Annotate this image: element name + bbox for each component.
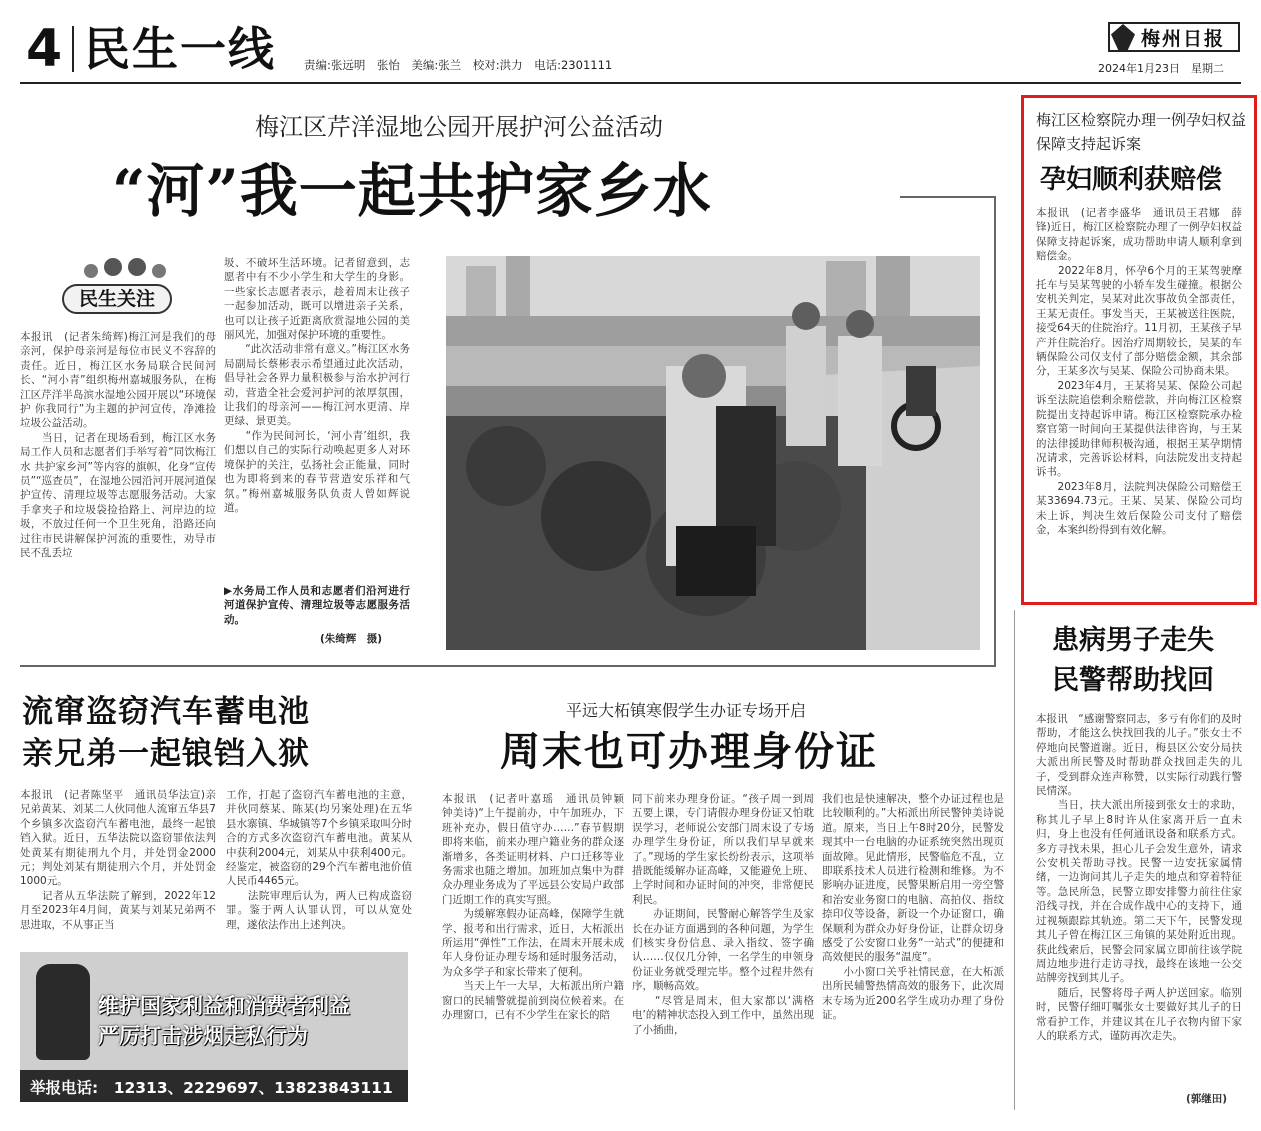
pregnant-kicker: 梅江区检察院办理一例孕妇权益保障支持起诉案 bbox=[1036, 111, 1247, 153]
missing-headline-line2: 民警帮助找回 bbox=[1052, 665, 1214, 696]
badge-min-sheng-guan-zhu: 民生关注 bbox=[62, 284, 172, 314]
logo-text: 梅州日报 bbox=[1141, 27, 1226, 50]
battery-column-1: 本报讯 (记者陈坚平 通讯员华法宣)亲兄弟黄某、刘某二人伙同他人流窜五华县7个乡镇多次盗窃汽车蓄电池，最终一起锒铛入狱。近日，五华法院以盗窃罪依法判处黄某有期徒刑九个月，并处罚金2000元；判处刘某有期徒刑六个月，并处罚金1000元。 记者从五华法院了解到，2022年12月至2023年4月间，黄某与刘某兄弟两不思进取，不从事正当 bbox=[20, 789, 216, 931]
river-photo-credit: (朱绮辉 摄) bbox=[320, 633, 383, 645]
river-photo-caption: ▶水务局工作人员和志愿者们沿河进行河道保护宣传、清理垃圾等志愿服务活动。 bbox=[224, 585, 410, 626]
ad-line-2: 严厉打击涉烟走私行为 bbox=[98, 1024, 308, 1048]
masthead-rule bbox=[20, 82, 1241, 84]
missing-headline-line1: 患病男子走失 bbox=[1052, 625, 1214, 656]
page-number: 4 bbox=[26, 19, 63, 79]
idcard-headline: 周末也可办理身份证 bbox=[500, 728, 878, 775]
missing-body: 本报讯 “感谢警察同志，多亏有你们的及时帮助，才能这么快找回我的儿子。”张女士不停地向民警道谢。近日，梅县区公安分局扶大派出所民警及时帮助群众找回走失的儿子，受到群众连声称赞，以实际行动践行警民情深。 当日，扶大派出所接到张女士的求助，称其儿子早上8时许从住家离开后一直未归，身上也没有任何通讯设备和联系方式。多方寻找未果，担心儿子会发生意外，请求公安机关帮助寻找。民警一边安抚家属情绪，一边询问其儿子走失的地点和穿着特征等。急民所急，民警立即安排警力前往住家沿线寻找，并在合成作战中心的支持下，通过视频跟踪其轨迹。第二天下午，民警发现其儿子曾在梅江区三角镇的某处附近出现。获此线索后，民警会同家属立即前往该学院周边地步进行走访寻找，最终在该地一公交站牌旁找到其儿子。 随后，民警将母子两人护送回家。临别时，民警仔细叮嘱张女士要做好其儿子的日常看护工作，并建议其在儿子衣物内留下家人的联系方式，谨防再次走失。 bbox=[1036, 713, 1242, 1042]
pregnant-headline: 孕妇顺利获赔偿 bbox=[1040, 165, 1223, 195]
idcard-kicker: 平远大柘镇寒假学生办证专场开启 bbox=[566, 701, 807, 720]
newspaper-logo bbox=[1108, 22, 1240, 52]
river-frame-top bbox=[900, 196, 996, 198]
issue-date: 2024年1月23日 星期二 bbox=[1098, 62, 1224, 75]
right-column-divider bbox=[1014, 610, 1015, 1110]
section-title: 民生一线 bbox=[84, 22, 276, 76]
editors-line: 责编:张远明 张怡 美编:张兰 校对:洪力 电话:2301111 bbox=[304, 58, 613, 72]
battery-headline-line2: 亲兄弟一起锒铛入狱 bbox=[22, 736, 310, 772]
river-column-2: 圾、不破坏生活环境。记者留意到，志愿者中有不少小学生和大学生的身影。一些家长志愿者表示，趁着周末让孩子一起参加活动，既可以增进亲子关系，也可以让孩子近距离欣赏湿地公园的美丽风光，加强对保护环境的重要性。 “此次活动非常有意义。”梅江区水务局副局长蔡彬表示希望通过此次活动，倡导社会各界力量积极参与治水护河行动，营造全社会爱河护河的浓厚氛围，让我们的母亲河——梅江河水更清、岸更绿、景更美。 “作为民间河长，‘河小青’组织，我们想以自己的实际行动唤起更多人对环境保护的关注，弘扬社会正能量，同时也为即将到来的春节营造安乐祥和气氛。”梅州嘉城服务队负责人曾如辉说道。 bbox=[224, 257, 410, 514]
idcard-column-1: 本报讯 (记者叶嘉瑶 通讯员钟颖 钟美诗)“上午提前办，中午加班办，下班补充办，假日值守办……”春节假期即将来临，前来办理户籍业务的群众逐渐增多，各类证明材料、户口迁移等业务需求也随之增加。加班加点集中为群众办理业务成为了平远县公安局户政部门近期工作的真实写照。 为缓解寒假办证高峰，保障学生就学、报考和出行需求，近日，大柘派出所运用“弹性”工作法，在周末开展未成年人身份证办理专场和延时服务活动，为众多学子和家长带来了便利。 当天上午一大早，大柘派出所户籍窗口的民辅警就提前到岗位候着来。在办理窗口，已有不少学生在家长的陪 bbox=[442, 793, 624, 1022]
river-headline: “河”我一起共护家乡水 bbox=[112, 157, 712, 225]
fist-icon bbox=[36, 964, 90, 1060]
river-frame-bottom bbox=[20, 665, 996, 667]
battery-headline-line1: 流窜盗窃汽车蓄电池 bbox=[22, 694, 310, 730]
battery-column-2: 工作，打起了盗窃汽车蓄电池的主意，并伙同蔡某、陈某(均另案处理)在五华县水寨镇、华城镇等7个乡镇采取叫分时合的方式多次盗窃汽车蓄电池。黄某从中获利2004元，刘某从中获利400元。经鉴定，被盗窃的29个汽车蓄电池价值人民币4465元。 法院审理后认为，两人已构成盗窃罪。鉴于两人认罪认罚，可以从宽处理，遂依法作出上述判决。 bbox=[226, 789, 412, 931]
people-icon bbox=[80, 256, 180, 282]
masthead-divider bbox=[72, 26, 74, 72]
idcard-column-2: 同下前来办理身份证。“孩子周一到周五要上课，专门请假办理身份证又怕耽误学习，老师说公安部门周末设了专场办理学生身份证，所以我们早早就来了。”现场的学生家长纷纷表示，这项举措既能缓解办证高峰，又能避免上班、上学时间和办证时间的冲突，非常便民利民。 办证期间，民警耐心解答学生及家长在办证方面遇到的各种问题，为学生们核实身份信息、录入指纹、签字确认……仅仅几分钟，一名学生的申领身份证业务就受理完毕。整个过程井然有序，顺畅高效。 “尽管是周末，但大家都以‘满格电’的精神状态投入到工作中，虽然出现了小插曲， bbox=[632, 793, 814, 1036]
idcard-column-3: 我们也是快速解决，整个办证过程也是比较顺利的。”大柘派出所民警钟美诗说道。原来，当日上午8时20分，民警发现其中一台电脑的办证系统突然出现页面故障。见此情形，民警临危不乱，立即联系技术人员进行检测和维修。为不影响办证进度，民警果断启用一旁空警和治安业务窗口的电脑、高拍仪、指纹捺印仪等设备，新设一个办证窗口，确保顺利为群众办好身份证，让群众切身感受了公安窗口业务“一站式”的便捷和高效便民的服务“温度”。 小小窗口关乎社情民意，在大柘派出所民辅警热情高效的服务下，此次周末专场为近200名学生成功办理了身份证。 bbox=[822, 793, 1004, 1022]
ad-line-1: 维护国家利益和消费者利益 bbox=[98, 994, 350, 1018]
anti-smuggling-ad bbox=[20, 952, 408, 1102]
river-frame-right bbox=[994, 196, 996, 666]
missing-credit: (郭继田) bbox=[1186, 1093, 1228, 1105]
river-photo bbox=[446, 256, 980, 650]
river-column-1: 本报讯 (记者朱绮辉)梅江河是我们的母亲河，保护母亲河是每位市民义不容辞的责任。近日，梅江区水务局联合民间河长、“河小青”组织梅州嘉城服务队，在梅江区芹洋半岛滨水湿地公园开展以“环境保护 你我同行”为主题的护河宣传，净滩捡垃圾公益活动。 当日，记者在现场看到，梅江区水务局工作人员和志愿者们手举写着“同饮梅江水 共护家乡河”等内容的旗帜，化身“宣传员”“巡查员”，在湿地公园沿河开展河道保护宣传、清理垃圾等志愿服务活动。大家手拿夹子和垃圾袋捡拾路上、河岸边的垃圾，不放过任何一个卫生死角，沿路还向过往市民讲解保护河流的重要性，劝导市民不乱丢垃 bbox=[20, 331, 216, 560]
ad-hotline: 举报电话: 12313、2229697、13823843111 bbox=[30, 1079, 393, 1097]
leaf-icon bbox=[1111, 24, 1135, 50]
pregnant-body: 本报讯 (记者李盛华 通讯员王君娜 薛锋)近日，梅江区检察院办理了一例孕妇权益保障支持起诉案，成功帮助申请人顺利拿到赔偿金。 2022年8月，怀孕6个月的王某驾驶摩托车与吴某驾驶的小轿车发生碰撞。根据公安机关判定，吴某对此次事故负全部责任，王某无责任。事发当天，王某被送往医院，接受64天的住院治疗。11月初，王某孩子早产并住院治疗。因治疗周期较长，吴某的车辆保险公司仅支付了部分赔偿金额，其余部分，王某多次与吴某、保险公司协商未果。 2023年4月，王某将吴某、保险公司起诉至法院追偿剩余赔偿款，并向梅江区检察院提出支持起诉申请。梅江区检察院承办检察官第一时间向王某提供法律咨询，与王某的法律援助律师积极沟通，根据王某孕期情况请求，完善诉讼材料，向法院发出支持起诉书。 2023年8月，法院判决保险公司赔偿王某33694.73元。王某、吴某、保险公司均未上诉，判决生效后保险公司支付了赔偿金，本案纠纷得到有效化解。 bbox=[1036, 207, 1242, 536]
river-kicker: 梅江区芹洋湿地公园开展护河公益活动 bbox=[255, 113, 663, 141]
